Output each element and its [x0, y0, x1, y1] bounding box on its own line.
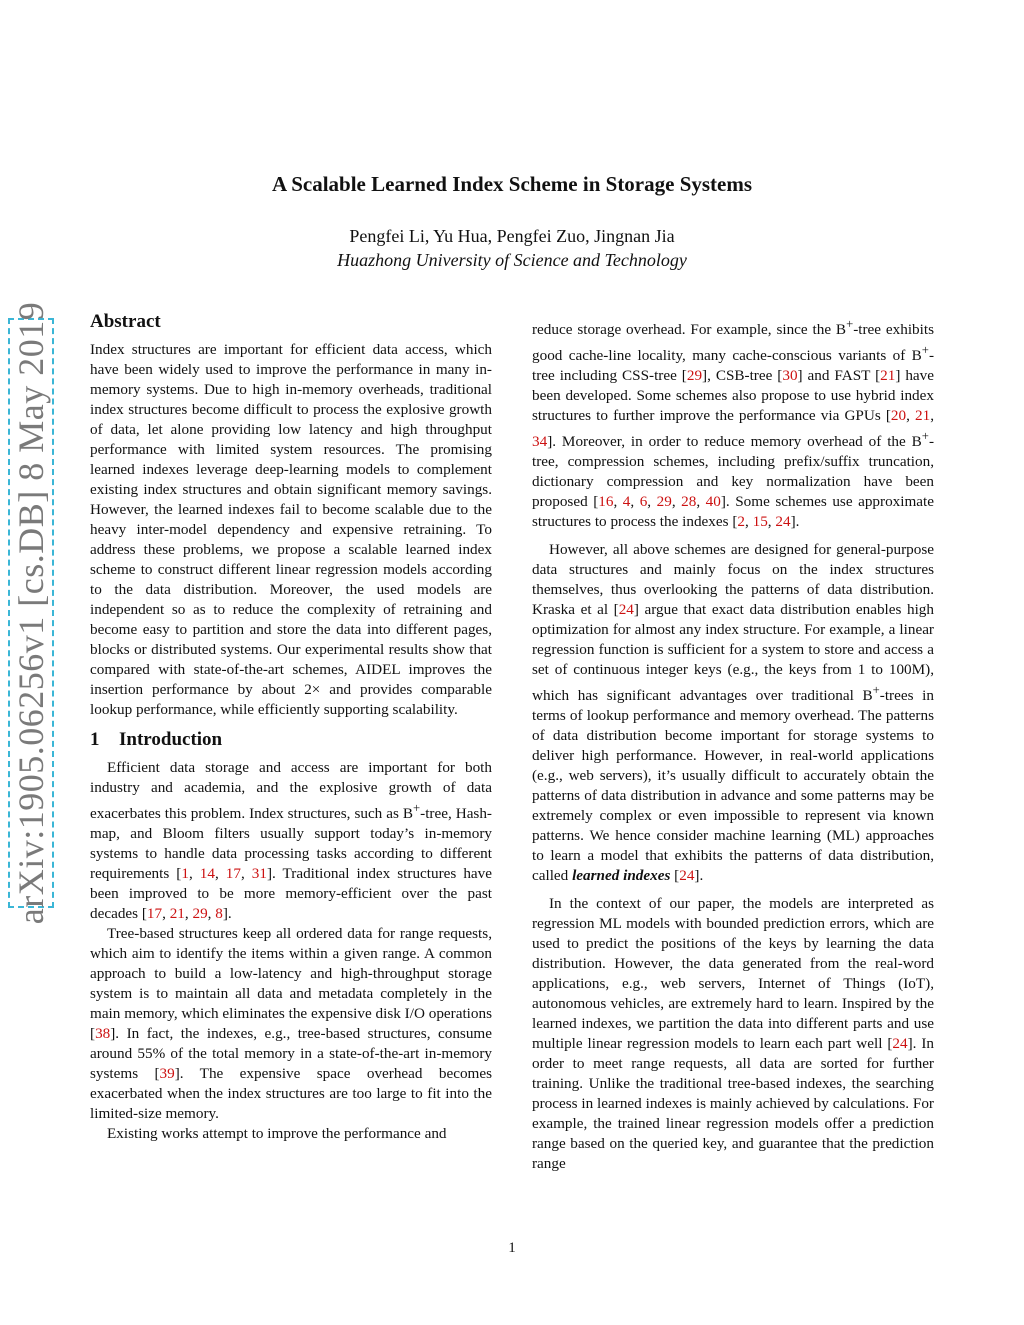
abstract-heading: Abstract	[90, 311, 161, 332]
citation-link[interactable]: 24	[775, 513, 791, 531]
section-title: Introduction	[119, 729, 223, 750]
author-list: Pengfei Li, Yu Hua, Pengfei Zuo, Jingnan Jia	[349, 226, 675, 246]
citation-link[interactable]: 17	[225, 865, 241, 883]
citation-link[interactable]: 4	[622, 493, 631, 511]
citation-link[interactable]: 39	[159, 1065, 175, 1083]
citation-link[interactable]: 2	[737, 513, 745, 531]
citation-link[interactable]: 21	[169, 905, 185, 923]
section-number: 1	[90, 729, 100, 750]
citation-link[interactable]: 29	[656, 493, 672, 511]
citation-link[interactable]: 29	[686, 367, 703, 385]
citation-link[interactable]: 34	[532, 433, 548, 451]
left-column	[90, 312, 492, 1144]
citation-link[interactable]: 6	[639, 493, 648, 511]
intro-paragraph-2: Tree-based structures keep all ordered data for range requests, which aim to identify the items within a given range. A common approach to build a low-latency and high-throughput storage system is to maintain all data and metadata completely in the main memory, which eliminates the expensive disk I/O operations [38]. In fact, the indexes, e.g., tree-based structures, consume around 55% of the total memory in a state-of-the-art in-memory systems [39]. The expensive space overhead becomes exacerbated when the index structures are too large to fit into the limited-size memory.	[90, 925, 493, 1123]
citation-link[interactable]: 30	[782, 367, 798, 385]
citation-link[interactable]: 14	[199, 865, 215, 883]
arxiv-stamp[interactable]	[8, 301, 54, 925]
intro-paragraph-3: Existing works attempt to improve the performance and	[107, 1125, 447, 1143]
citation-link[interactable]: 8	[215, 905, 223, 923]
citation-link[interactable]: 24	[679, 867, 695, 885]
citation-link[interactable]: 38	[95, 1025, 111, 1043]
right-paragraph-3: In the context of our paper, the models are interpreted as regression ML models with bounded prediction errors, which are used to predict the positions of the keys by learning the data distribution. However, the data generated from the real-word applications, e.g., web servers, Internet of Things (IoT), autonomous vehicles, are extremely hard to learn. Inspired by the learned indexes, we partition the data into different parts and use multiple linear regression models to learn each part well [24]. In order to meet range requests, all data are sorted for further training. Unlike the traditional tree-based indexes, the searching process in learned indexes is mainly achieved by calculations. For example, the trained linear regression models offer a prediction range based on the queried key, and guarantee that the prediction range	[532, 895, 934, 1173]
citation-link[interactable]: 15	[752, 513, 768, 531]
emphasis-learned-indexes: learned indexes	[572, 867, 671, 885]
citation-link[interactable]: 31	[251, 865, 267, 883]
citation-link[interactable]: 29	[192, 905, 208, 923]
arxiv-stamp-text: arXiv:1905.06256v1 [cs.DB] 8 May 2019	[11, 301, 51, 925]
citation-link[interactable]: 21	[880, 367, 896, 385]
citation-link[interactable]: 28	[681, 493, 697, 511]
citation-link[interactable]: 1	[181, 865, 189, 883]
intro-paragraph-1: Efficient data storage and access are important for both industry and academia, and the explosive growth of data exacerbates this problem. Index structures, such as B+-tree, Hash-map, and Bloom filters usually support today’s in-memory systems to handle data processing tasks according to different requirements [1, 14, 17, 31]. Traditional index structures have been improved to be more memory-efficient over the past decades [17, 21, 29, 8].	[90, 759, 492, 923]
citation-link[interactable]: 16	[598, 493, 614, 511]
paper-title: A Scalable Learned Index Scheme in Storage Systems	[271, 172, 753, 196]
citation-link[interactable]: 24	[618, 601, 634, 619]
citation-link[interactable]: 21	[915, 407, 931, 425]
introduction-heading	[90, 730, 492, 750]
citation-link[interactable]: 40	[705, 493, 721, 511]
right-paragraph-1: reduce storage overhead. For example, since the B+-tree exhibits good cache-line locality, many cache-conscious variants of B+-tree including CSS-tree [29], CSB-tree [30] and FAST [21] have been developed. Some schemes also propose to use hybrid index structures to further improve the performance via GPUs [20, 21, 34]. Moreover, in order to reduce memory overhead of the B+-tree, compression schemes, including prefix/suffix truncation, dictionary compression and key normalization have been proposed [16, 4, 6, 29, 28, 40]. Some schemes use approximate structures to process the indexes [2, 15, 24].	[532, 317, 935, 531]
citation-link[interactable]: 20	[890, 407, 907, 425]
citation-link[interactable]: 17	[146, 905, 163, 923]
affiliation: Huazhong University of Science and Technology	[337, 250, 687, 270]
right-paragraph-2: However, all above schemes are designed for general-purpose data structures and mainly focus on the index structures themselves, thus overlooking the patterns of data distribution. Kraska et al [24] argue that exact data distribution enables high optimization for almost any index structure. For example, a linear regression function is sufficient for a system to store and access a set of continuous integer keys (e.g., the keys from 1 to 100M), which has significant advantages over traditional B+-trees in terms of lookup performance and memory overhead. The patterns of data distribution become important for storage systems to deliver high performance. However, in real-world applications (e.g., web servers), it’s usually difficult to accurately obtain the patterns of data distribution in advance and some patterns may be extremely complex or even impossible to represent via known patterns. We hence consider machine learning (ML) approaches to learn a model that exhibits the patterns of data distribution, called learned indexes [24].	[532, 541, 934, 885]
page-number: 1	[508, 1240, 516, 1256]
abstract-text: Index structures are important for efficient data access, which have been widely used to improve the performance in many in-memory systems. Due to high in-memory overheads, traditional index structures become difficult to process the explosive growth of data, let alone providing low latency and high throughput performance with limited system resources. The promising learned indexes leverage deep-learning models to complement existing index structures and obtain significant memory savings. However, the learned indexes fail to become scalable due to the heavy inter-model dependency and expensive retraining. To address these problems, we propose a scalable learned index scheme to construct different linear regression models according to the data distribution. Moreover, the used models are independent so as to reduce the complexity of retraining and become easy to partition and store the data into different pages, blocks or distributed systems. Our experimental results show that compared with state-of-the-art schemes, AIDEL improves the insertion performance by about 2× and provides comparable lookup performance, while efficiently supporting scalability.	[90, 341, 492, 718]
citation-link[interactable]: 24	[892, 1035, 908, 1053]
right-column	[532, 314, 934, 1174]
